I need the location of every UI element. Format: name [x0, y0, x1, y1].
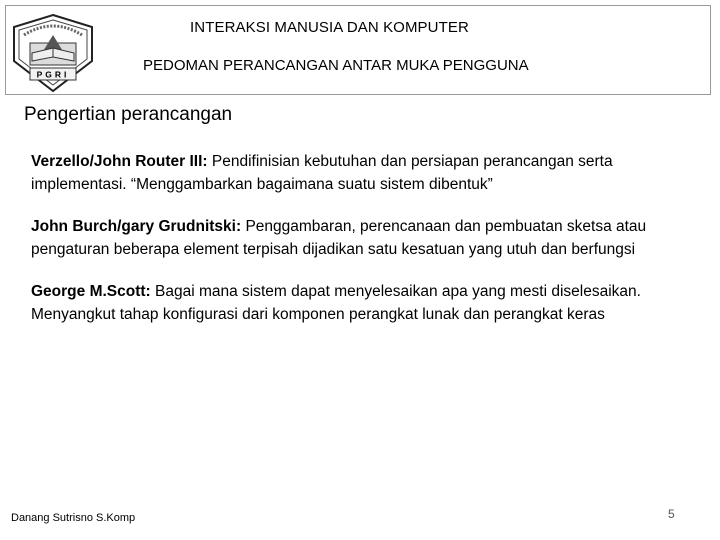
- definition-author: George M.Scott:: [31, 283, 151, 300]
- definition-author: John Burch/gary Grudnitski:: [31, 218, 242, 235]
- page-subtitle: PEDOMAN PERANCANGAN ANTAR MUKA PENGGUNA: [143, 57, 529, 74]
- definition-paragraph: [31, 215, 711, 261]
- footer-author: Danang Sutrisno S.Komp: [11, 512, 136, 524]
- definition-text: Bagai mana sistem dapat menyelesaikan apa yang mesti diselesaikan. Menyangkut tahap konfigurasi dari komponen perangkat lunak dan perangkat keras: [31, 283, 641, 323]
- section-title: Pengertian perancangan: [24, 104, 233, 125]
- definition-paragraph: [31, 150, 711, 196]
- definition-text: Penggambaran, perencanaan dan pembuatan sketsa atau pengaturan beberapa element terpisah dijadikan satu kesatuan yang utuh dan berfungsi: [31, 218, 647, 258]
- definition-author: Verzello/John Router III:: [31, 153, 208, 170]
- page-title: INTERAKSI MANUSIA DAN KOMPUTER: [190, 19, 469, 36]
- logo-text: PGRI: [36, 69, 70, 80]
- definition-paragraph: [31, 280, 711, 326]
- pgri-logo-icon: [10, 13, 96, 93]
- page-number: 5: [668, 507, 675, 521]
- definition-text: Pendifinisian kebutuhan dan persiapan perancangan serta implementasi. “Menggambarkan bagaimana suatu sistem dibentuk”: [31, 153, 613, 193]
